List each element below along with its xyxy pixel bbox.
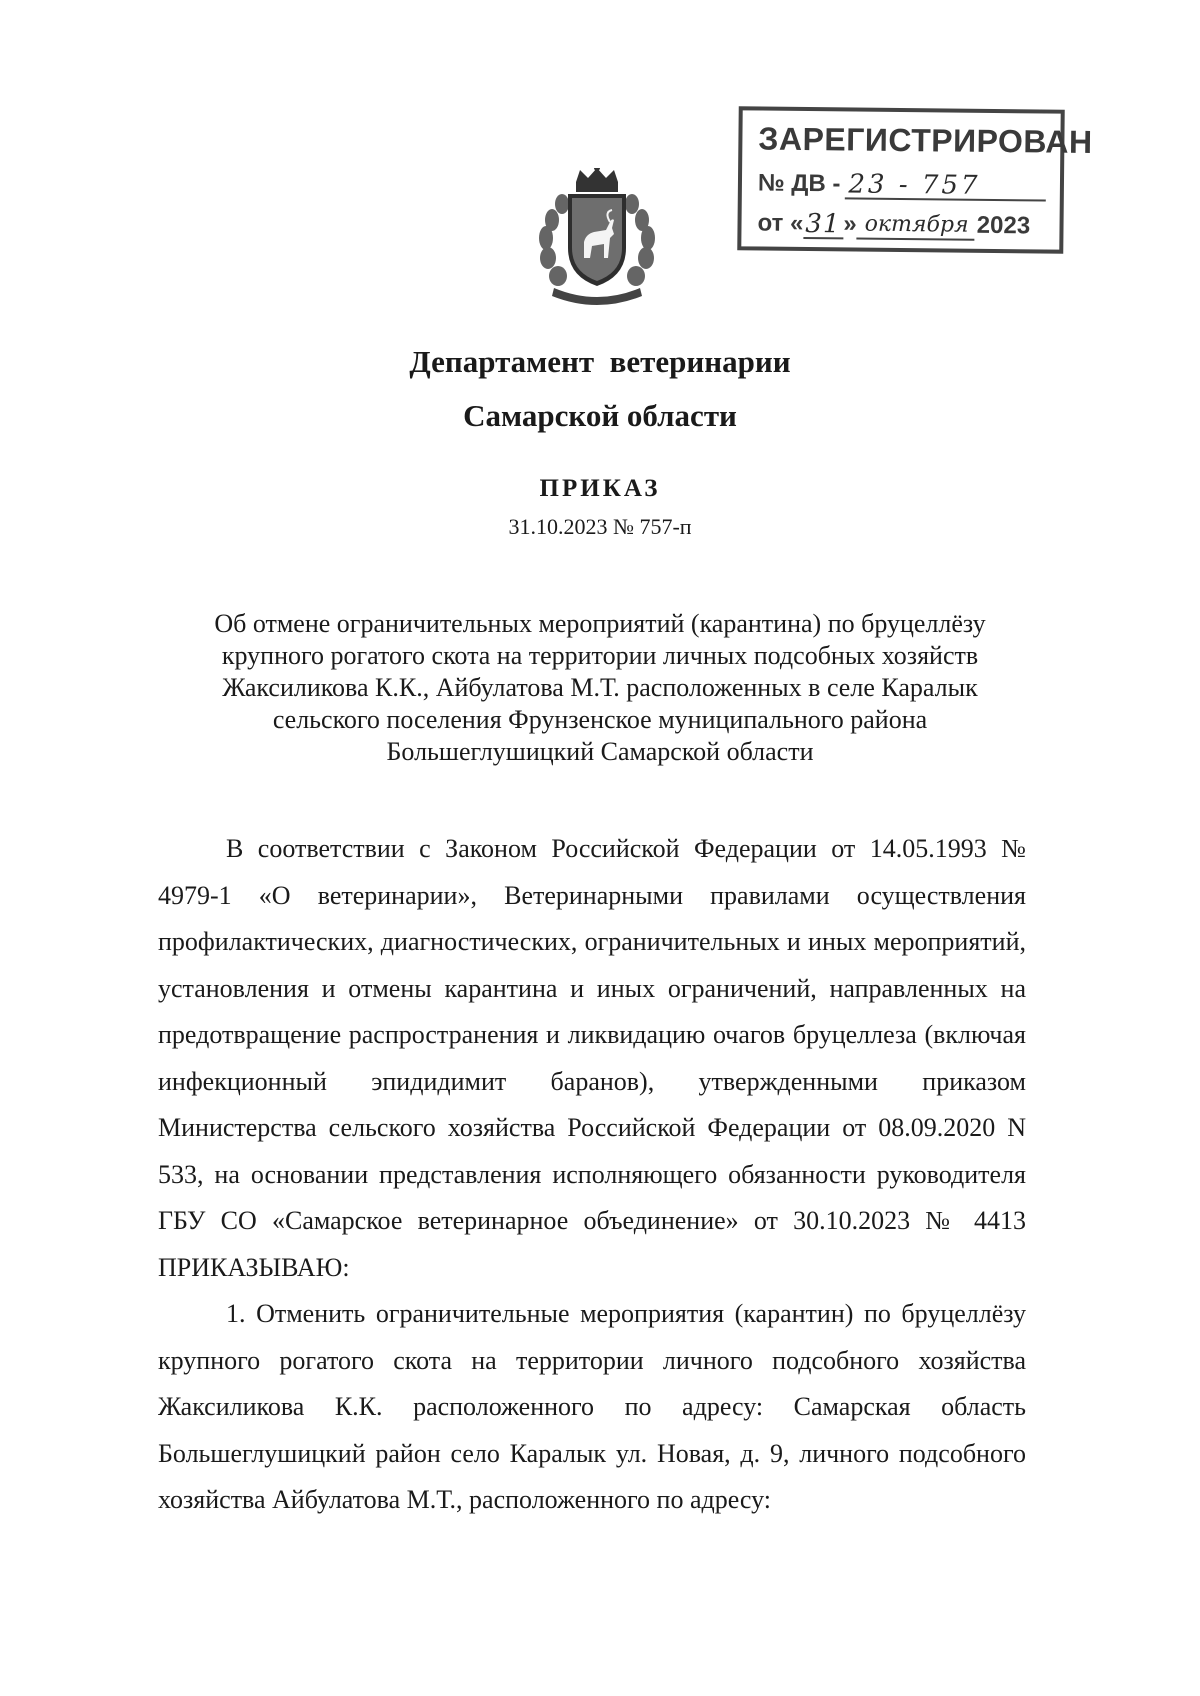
stamp-number-handwritten: 23 - 757 [848, 169, 981, 201]
document-type-block [0, 472, 1200, 542]
subject-line: Жаксиликова К.К., Айбулатова М.Т. расположенных в селе Каралык [222, 673, 978, 702]
stamp-day-line [803, 209, 843, 239]
body-paragraph-preamble: В соответствии с Законом Российской Федерации от 14.05.1993 № 4979-1 «О ветеринарии», Ветеринарными правилами осуществления профилактических, диагностических, ограничительных и иных мероприятий, установления и отмены карантина и иных ограничений, направленных на предотвращение распространения и ликвидацию очагов бруцеллеза (включая инфекционный эпидидимит баранов), утвержденными приказом Министерства сельского хозяйства Российской Федерации от 08.09.2020 N 533, на основании представления исполняющего обязанности руководителя ГБУ СО «Самарское ветеринарное объединение» от 30.10.2023 № 4413 ПРИКАЗЫВАЮ: [158, 834, 1026, 1282]
organization-name-line1: Департамент ветеринарии [409, 344, 791, 379]
stamp-year: 2023 [976, 211, 1031, 240]
stamp-date-row [757, 209, 1045, 242]
stamp-date-prefix: от « [757, 209, 804, 237]
stamp-number-line [844, 169, 1046, 201]
subject-line: Большеглушицкий Самарской области [386, 737, 814, 766]
stamp-day-handwritten: 31 [805, 209, 841, 240]
stamp-number-prefix: № ДВ - [757, 169, 841, 198]
body-paragraph-item-1: 1. Отменить ограничительные мероприятия (карантин) по бруцеллёзу крупного рогатого скота на территории личного подсобного хозяйства Жаксиликова К.К. расположенного по адресу: Самарская область Большеглушицкий район село Каралык ул. Новая, д. 9, личного подсобного хозяйства Айбулатова М.Т., расположенного по адресу: [158, 1299, 1026, 1514]
organization-header [0, 342, 1200, 436]
samara-coat-of-arms-icon [532, 168, 662, 308]
stamp-month-handwritten: октября [864, 211, 969, 238]
subject-line: крупного рогатого скота на территории личных подсобных хозяйств [221, 641, 979, 670]
organization-name-line2: Самарской области [463, 398, 737, 433]
document-type: ПРИКАЗ [539, 475, 661, 502]
stamp-number-row [758, 169, 1046, 202]
document-body [158, 826, 1026, 1524]
subject-line: сельского поселения Фрунзенское муниципального района [272, 705, 928, 734]
stamp-date-mid: » [843, 210, 857, 238]
subject-line: Об отмене ограничительных мероприятий (карантина) по бруцеллёзу [214, 609, 986, 638]
document-subject [150, 608, 1050, 768]
document-date-number: 31.10.2023 № 757-п [508, 514, 692, 539]
stamp-month-line [857, 210, 975, 241]
registration-stamp [737, 106, 1093, 253]
stamp-title: ЗАРЕГИСТРИРОВАН [758, 120, 1093, 161]
